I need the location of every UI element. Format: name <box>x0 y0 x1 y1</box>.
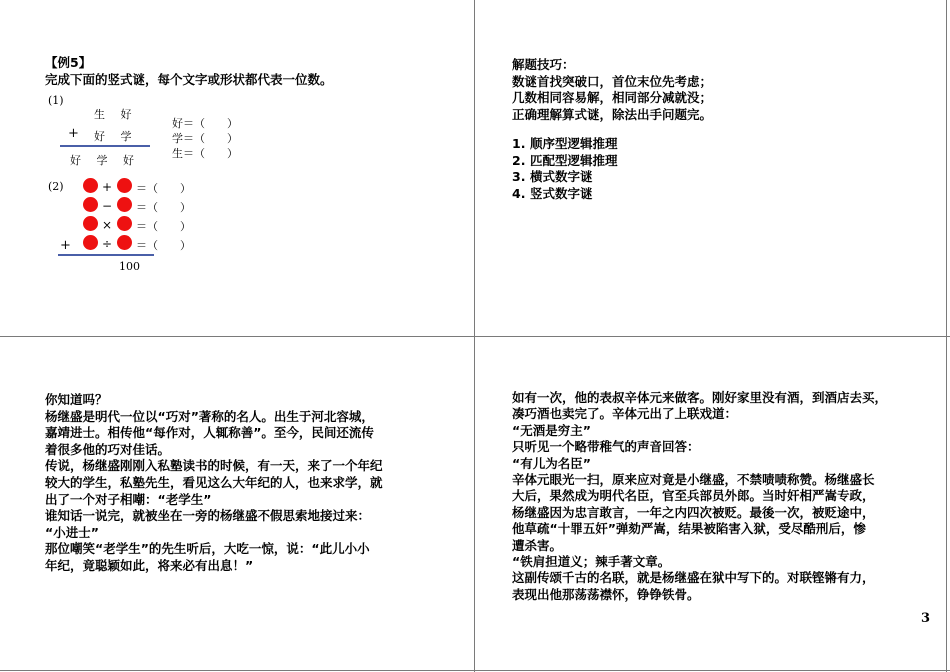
story-line: 只听见一个略带稚气的声音回答： <box>512 439 700 455</box>
problem1-row1: 生 好 <box>94 108 138 121</box>
tips-text <box>512 57 712 123</box>
story-line: 着很多他的巧对佳话。 <box>45 441 171 457</box>
problem1-row2: 好 学 <box>94 130 138 143</box>
right-border <box>946 0 947 672</box>
problem1-plus: + <box>68 126 79 141</box>
operator: + <box>102 180 113 194</box>
story-line: 年纪，竟聪颖如此，将来必有出息！” <box>45 557 254 573</box>
story-text-part2 <box>512 390 887 603</box>
story-line: 出了一个对子相嘲：“老学生” <box>45 491 212 507</box>
red-dot-shape <box>83 197 98 212</box>
problem1-label: (1) <box>48 94 64 107</box>
list-number: 3. <box>512 169 526 184</box>
list-item <box>512 186 618 203</box>
tips-line: 解题技巧： <box>512 57 575 72</box>
equation-tail: ＝（ ） <box>136 201 191 214</box>
story-line: 传说，杨继盛刚刚入私塾读书的时候，有一天，来了一个年纪 <box>45 458 383 474</box>
operator: ÷ <box>102 237 113 251</box>
story-line: 你知道吗？ <box>45 392 108 407</box>
story-line: 表现出他那荡荡襟怀，铮铮铁骨。 <box>512 586 700 602</box>
problem2-sum-line <box>58 254 154 256</box>
tips-line: 正确理解算式谜，除法出手问题完。 <box>512 106 713 122</box>
list-item <box>512 136 618 153</box>
tips-line: 数谜首找突破口，首位末位先考虑； <box>512 73 713 89</box>
problem2-label: (2) <box>48 180 64 193</box>
story-line: 他草疏“十罪五奸”弹劾严嵩，结果被陷害入狱，受尽酷刑后，惨 <box>512 521 866 537</box>
story-line: 谁知话一说完，就被坐在一旁的杨继盛不假思索地接过来： <box>45 508 371 524</box>
story-line: 这副传颂千古的名联，就是杨继盛在狱中写下的。对联铿锵有力， <box>512 570 875 586</box>
story-line: 较大的学生，私塾先生，看见这么大年纪的人，也来求学，就 <box>45 474 383 490</box>
red-dot-shape <box>117 178 132 193</box>
answer-sheng: 生＝（ ） <box>172 147 238 160</box>
list-number: 4. <box>512 185 526 201</box>
red-dot-shape <box>117 235 132 250</box>
tips-line: 几数相同容易解，相同部分减就没； <box>512 90 713 105</box>
problem2-plus: + <box>60 238 71 253</box>
story-line: “铁肩担道义；辣手著文章。 <box>512 554 671 570</box>
answer-xue: 学＝（ ） <box>172 132 238 145</box>
red-dot-shape <box>83 235 98 250</box>
story-line: 杨继盛因为忠言敢言，一年之内四次被贬。最後一次，被贬途中， <box>512 504 875 520</box>
problem2-sum: 100 <box>119 260 140 273</box>
list-text: 顺序型逻辑推理 <box>530 136 618 151</box>
story-line: 大后，果然成为明代名臣，官至兵部员外郎。当时奸相严嵩专政， <box>512 488 875 504</box>
red-dot-shape <box>83 216 98 231</box>
list-text: 竖式数字谜 <box>530 185 593 201</box>
list-text: 横式数字谜 <box>530 169 593 184</box>
red-dot-shape <box>117 216 132 231</box>
story-line: 凑巧酒也卖完了。辛体元出了上联戏道： <box>512 406 738 422</box>
story-line: “无酒是穷主” <box>512 422 591 438</box>
story-text-part1 <box>45 392 383 575</box>
equation-tail: ＝（ ） <box>136 182 191 195</box>
equation-tail: ＝（ ） <box>136 239 191 252</box>
problem1-result: 好 学 好 <box>70 154 140 167</box>
story-line: “小进士” <box>45 524 99 540</box>
example-title: 【例5】 <box>45 55 92 70</box>
answer-hao: 好＝（ ） <box>172 117 238 130</box>
example-intro: 完成下面的竖式谜，每个文字或形状都代表一位数。 <box>45 72 333 87</box>
list-number: 1. <box>512 136 526 151</box>
list-text: 匹配型逻辑推理 <box>530 152 618 168</box>
page-number: 3 <box>921 611 931 626</box>
list-item <box>512 153 618 170</box>
story-line: 杨继盛是明代一位以“巧对”著称的名人。出生于河北容城， <box>45 408 374 424</box>
horizontal-divider <box>0 336 950 337</box>
red-dot-shape <box>117 197 132 212</box>
story-line: 辛体元眼光一扫，原来应对竟是小继盛，不禁啧啧称赞。杨继盛长 <box>512 472 875 488</box>
operator: × <box>102 218 113 232</box>
topic-list <box>512 136 618 202</box>
story-line: 如有一次，他的表叔辛体元来做客。刚好家里没有酒，到酒店去买， <box>512 390 888 405</box>
list-number: 2. <box>512 152 526 168</box>
list-item <box>512 169 618 186</box>
red-dot-shape <box>83 178 98 193</box>
story-line: 嘉靖进士。相传他“每作对，人辄称善”。至今，民间还流传 <box>45 425 374 441</box>
story-line: “有儿为名臣” <box>512 455 591 471</box>
story-line: 那位嘲笑“老学生”的先生听后，大吃一惊，说：“此儿小小 <box>45 541 370 557</box>
bottom-border <box>0 670 950 671</box>
problem1-sum-line <box>60 145 150 147</box>
equation-tail: ＝（ ） <box>136 220 191 233</box>
operator: − <box>102 199 113 213</box>
story-line: 遭杀害。 <box>512 537 563 553</box>
